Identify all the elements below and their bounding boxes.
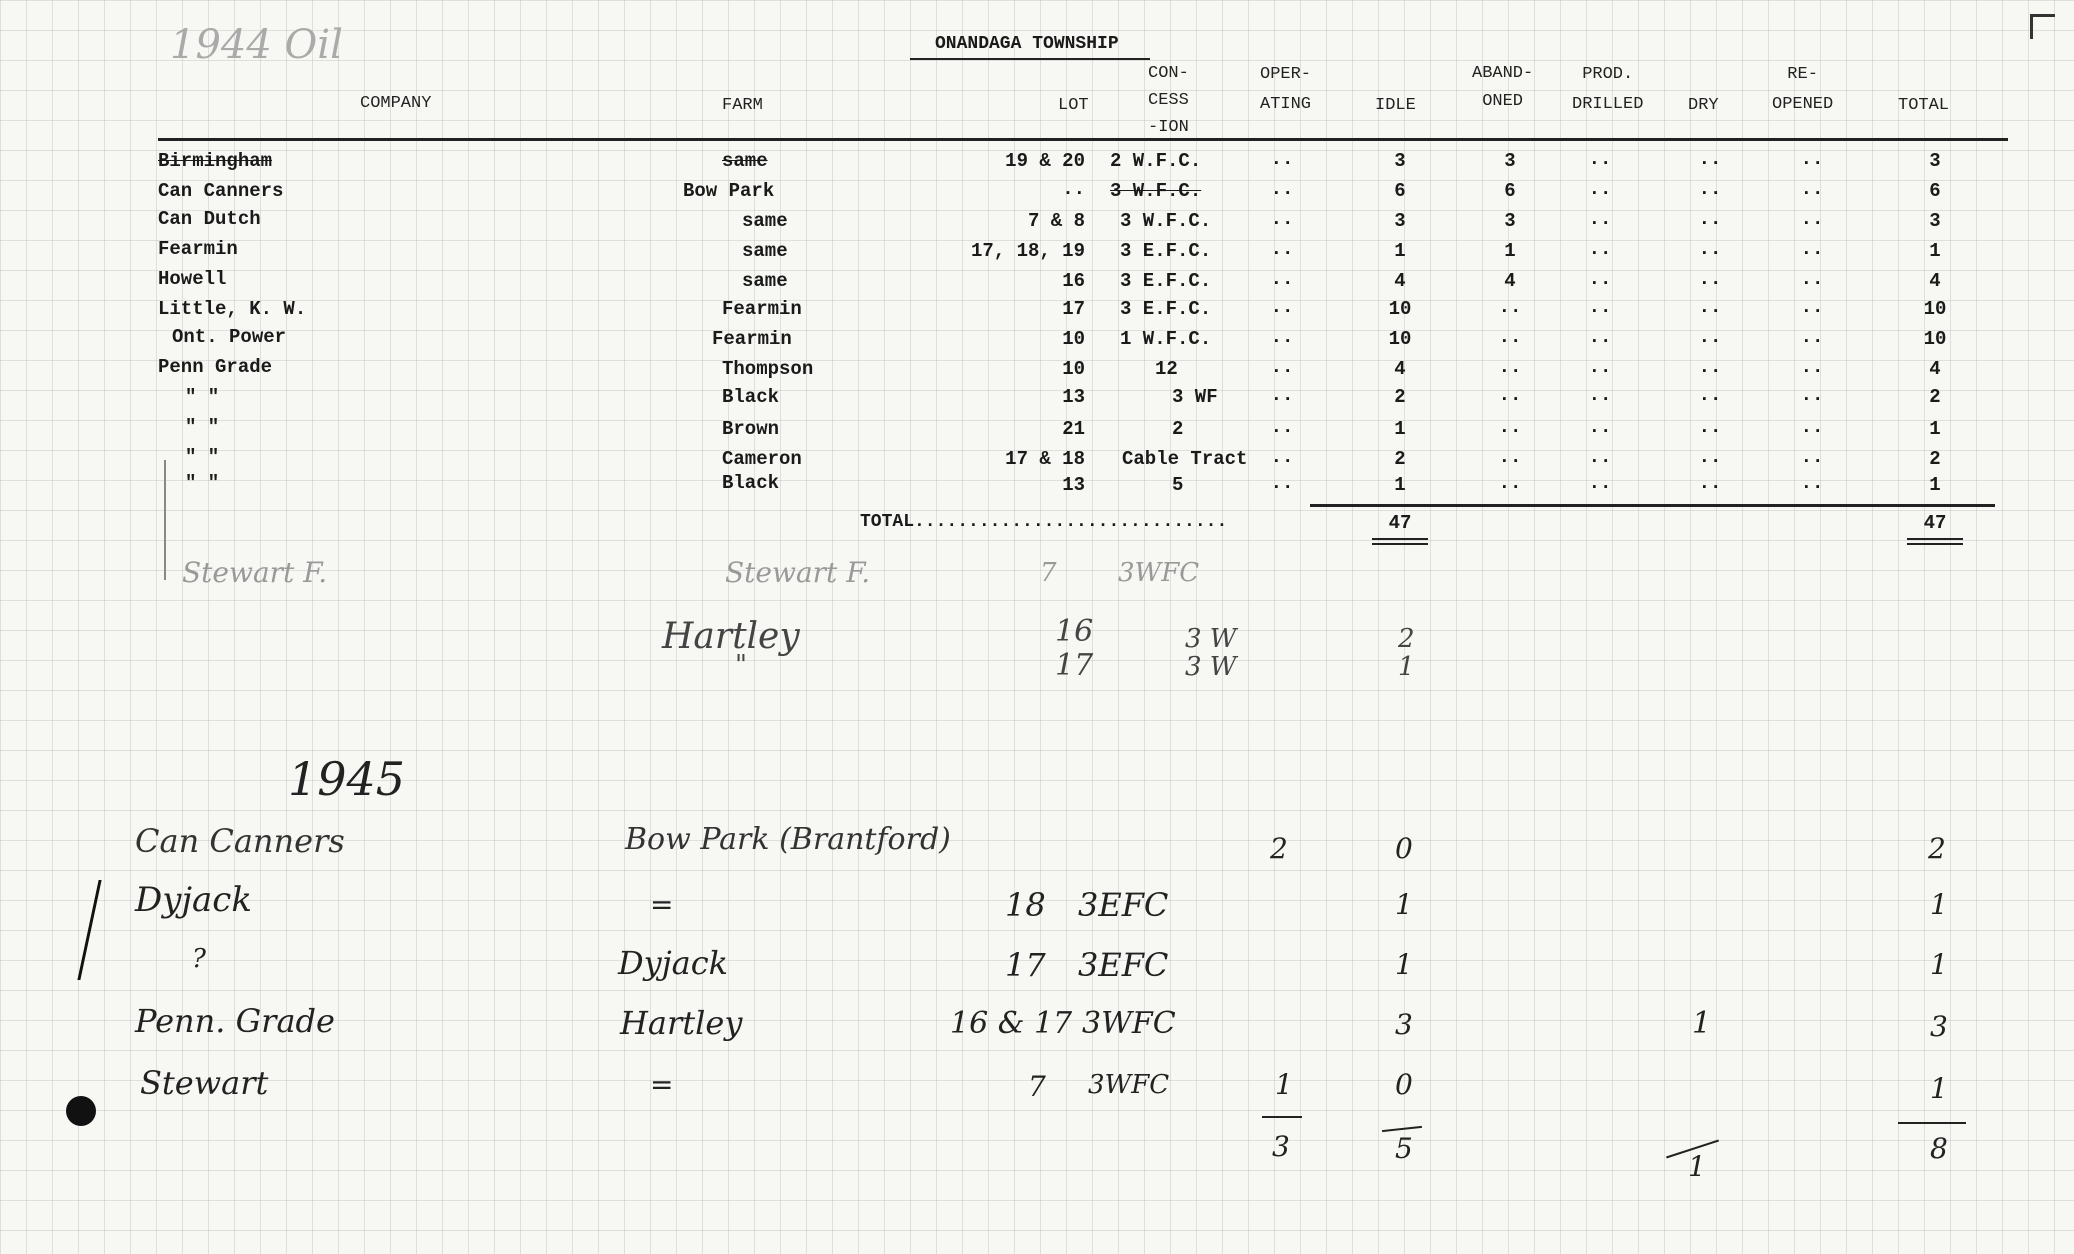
row-operating: .. xyxy=(1270,238,1294,260)
pencil-farm: " xyxy=(735,650,747,680)
row-farm: same xyxy=(742,210,788,232)
row-concession: 3 W.F.C. xyxy=(1120,210,1212,232)
row-dry: .. xyxy=(1698,268,1722,290)
row-idle: 10 xyxy=(1388,298,1412,320)
row-operating: .. xyxy=(1270,416,1294,438)
row-lot: 17 & 18 xyxy=(1005,448,1085,470)
hw-farm: = xyxy=(650,1068,674,1101)
row-company: Birmingham xyxy=(158,150,273,172)
row-idle: 4 xyxy=(1394,270,1406,292)
page-title: ONANDAGA TOWNSHIP xyxy=(935,34,1119,54)
row-dry: .. xyxy=(1698,238,1722,260)
hw-concession: 3EFC xyxy=(1078,886,1169,924)
row-concession: 2 W.F.C. xyxy=(1110,150,1202,172)
row-dry: .. xyxy=(1698,416,1722,438)
row-operating: .. xyxy=(1270,356,1294,378)
row-company: Ont. Power xyxy=(172,326,287,348)
hw-company: Dyjack xyxy=(135,880,252,920)
row-total: 6 xyxy=(1929,180,1941,202)
row-abandoned: 3 xyxy=(1504,210,1516,232)
row-total: 2 xyxy=(1929,386,1941,408)
header-total: TOTAL xyxy=(1898,96,1950,115)
row-prod-drilled: .. xyxy=(1588,472,1612,494)
row-lot: 19 & 20 xyxy=(1005,150,1085,172)
hw-company: Penn. Grade xyxy=(135,1002,335,1040)
pencil-concession: 3 W xyxy=(1185,624,1237,654)
total-total: 47 xyxy=(1923,512,1947,534)
pencil-idle: 2 xyxy=(1398,624,1415,654)
row-farm: same xyxy=(742,270,788,292)
hw-total-rule-total xyxy=(1898,1122,1966,1124)
pencil-concession: 3 W xyxy=(1185,652,1237,682)
row-concession: 3 E.F.C. xyxy=(1120,298,1212,320)
header-prod-drilled: PROD. DRILLED xyxy=(1572,65,1644,114)
header-dry: DRY xyxy=(1688,96,1719,115)
row-prod-drilled: .. xyxy=(1588,296,1612,318)
row-concession: 3 WF xyxy=(1172,386,1218,408)
row-total: 4 xyxy=(1929,358,1941,380)
row-total: 2 xyxy=(1929,448,1941,470)
row-company: Howell xyxy=(158,268,227,290)
row-concession: 3 W.F.C. xyxy=(1110,180,1202,202)
pencil-farm: Hartley xyxy=(662,616,800,657)
row-prod-drilled: .. xyxy=(1588,356,1612,378)
row-idle: 6 xyxy=(1394,180,1406,202)
hw-company: Can Canners xyxy=(135,822,345,860)
row-farm: Fearmin xyxy=(722,298,802,320)
row-reopened: .. xyxy=(1800,356,1824,378)
header-operating: OPER- ATING xyxy=(1260,65,1312,114)
row-concession: Cable Tract xyxy=(1122,448,1248,470)
row-reopened: .. xyxy=(1800,148,1824,170)
header-rule xyxy=(158,138,2008,141)
row-dry: .. xyxy=(1698,326,1722,348)
total-label: TOTAL............................. xyxy=(860,512,1228,532)
row-company: Little, K. W. xyxy=(158,298,307,320)
row-dry: .. xyxy=(1698,208,1722,230)
row-lot: 10 xyxy=(1062,328,1085,350)
row-total: 1 xyxy=(1929,474,1941,496)
row-prod-drilled: .. xyxy=(1588,268,1612,290)
total-total-underline xyxy=(1907,538,1963,540)
hw-sum-operating: 3 xyxy=(1272,1130,1290,1163)
row-company: Penn Grade xyxy=(158,356,273,378)
row-abandoned: .. xyxy=(1498,326,1522,348)
row-lot: 13 xyxy=(1062,386,1085,408)
pencil-farm: Stewart F. xyxy=(725,556,871,589)
hw-lot: 18 xyxy=(1005,886,1046,924)
hw-dry: 1 xyxy=(1692,1006,1712,1041)
row-abandoned: .. xyxy=(1498,384,1522,406)
row-abandoned: .. xyxy=(1498,446,1522,468)
total-total-underline-2 xyxy=(1907,543,1963,545)
pencil-lot: 7 xyxy=(1040,558,1057,588)
header-abandoned: ABAND- ONED xyxy=(1472,64,1534,111)
row-farm: Bow Park xyxy=(683,180,775,202)
row-dry: .. xyxy=(1698,356,1722,378)
corner-mark xyxy=(2030,14,2055,39)
row-company: " " xyxy=(185,416,220,438)
hw-total: 1 xyxy=(1930,948,1948,981)
row-farm: same xyxy=(722,150,768,172)
pencil-lot: 17 xyxy=(1055,648,1094,683)
row-reopened: .. xyxy=(1800,416,1824,438)
row-dry: .. xyxy=(1698,384,1722,406)
hw-concession: 3WFC xyxy=(1088,1070,1170,1100)
row-lot: 7 & 8 xyxy=(1027,210,1085,232)
row-prod-drilled: .. xyxy=(1588,238,1612,260)
row-reopened: .. xyxy=(1800,238,1824,260)
hw-total: 1 xyxy=(1930,888,1948,921)
row-dry: .. xyxy=(1698,446,1722,468)
bullet-dot xyxy=(66,1096,96,1126)
row-concession: 3 E.F.C. xyxy=(1120,270,1212,292)
hw-idle: 0 xyxy=(1395,832,1413,865)
row-reopened: .. xyxy=(1800,296,1824,318)
row-reopened: .. xyxy=(1800,268,1824,290)
row-concession: 2 xyxy=(1172,418,1184,440)
row-total: 1 xyxy=(1929,418,1941,440)
row-reopened: .. xyxy=(1800,208,1824,230)
row-company: " " xyxy=(185,472,220,494)
check-mark xyxy=(140,460,166,580)
row-abandoned: .. xyxy=(1498,356,1522,378)
row-total: 10 xyxy=(1923,328,1947,350)
row-total: 3 xyxy=(1929,210,1941,232)
row-idle: 2 xyxy=(1394,386,1406,408)
hw-total: 3 xyxy=(1930,1010,1948,1043)
row-operating: .. xyxy=(1270,384,1294,406)
hw-total-rule-operating xyxy=(1262,1116,1302,1118)
row-operating: .. xyxy=(1270,296,1294,318)
total-idle-underline xyxy=(1372,538,1428,540)
row-reopened: .. xyxy=(1800,178,1824,200)
row-lot: 10 xyxy=(1062,358,1085,380)
row-operating: .. xyxy=(1270,326,1294,348)
pencil-lot: 16 xyxy=(1055,614,1094,649)
row-prod-drilled: .. xyxy=(1588,148,1612,170)
hw-sum-idle: 5 xyxy=(1395,1132,1413,1165)
header-farm: FARM xyxy=(722,96,763,115)
hw-idle: 0 xyxy=(1395,1068,1413,1101)
row-company: Can Canners xyxy=(158,180,284,202)
row-dry: .. xyxy=(1698,148,1722,170)
pencil-company: Stewart F. xyxy=(182,556,328,589)
title-underline xyxy=(910,58,1150,60)
row-concession: 5 xyxy=(1172,474,1184,496)
row-prod-drilled: .. xyxy=(1588,446,1612,468)
row-farm: Brown xyxy=(722,418,780,440)
row-total: 3 xyxy=(1929,150,1941,172)
row-prod-drilled: .. xyxy=(1588,326,1612,348)
hw-idle: 1 xyxy=(1395,888,1413,921)
header-concession: CON- CESS -ION xyxy=(1148,64,1189,137)
row-concession: 12 xyxy=(1155,358,1178,380)
total-idle: 47 xyxy=(1388,512,1412,534)
year-heading: 1945 xyxy=(288,752,406,806)
row-farm: Cameron xyxy=(722,448,802,470)
row-lot: .. xyxy=(1062,178,1085,200)
row-lot: 13 xyxy=(1062,474,1085,496)
row-idle: 1 xyxy=(1394,240,1406,262)
row-prod-drilled: .. xyxy=(1588,178,1612,200)
row-abandoned: .. xyxy=(1498,416,1522,438)
pencil-concession: 3WFC xyxy=(1118,558,1200,588)
row-idle: 10 xyxy=(1388,328,1412,350)
header-reopened: RE- OPENED xyxy=(1772,65,1834,114)
hw-idle: 3 xyxy=(1395,1008,1413,1041)
row-reopened: .. xyxy=(1800,472,1824,494)
row-company: Can Dutch xyxy=(158,208,261,230)
header-idle: IDLE xyxy=(1375,96,1416,115)
row-company: " " xyxy=(185,446,220,468)
hw-idle: 1 xyxy=(1395,948,1413,981)
header-lot: LOT xyxy=(1058,96,1089,115)
hw-company: Stewart xyxy=(140,1064,269,1102)
row-idle: 2 xyxy=(1394,448,1406,470)
row-lot: 16 xyxy=(1062,270,1085,292)
row-reopened: .. xyxy=(1800,326,1824,348)
row-total: 1 xyxy=(1929,240,1941,262)
hw-company: ? xyxy=(192,944,206,974)
row-prod-drilled: .. xyxy=(1588,416,1612,438)
hw-concession: 3WFC xyxy=(1082,1006,1176,1041)
row-concession: 3 E.F.C. xyxy=(1120,240,1212,262)
row-farm: Black xyxy=(722,386,780,408)
row-idle: 1 xyxy=(1394,418,1406,440)
row-farm: Black xyxy=(722,472,780,494)
row-prod-drilled: .. xyxy=(1588,208,1612,230)
hw-total: 1 xyxy=(1930,1072,1948,1105)
hw-operating: 1 xyxy=(1275,1068,1293,1101)
row-company: " " xyxy=(185,386,220,408)
row-lot: 21 xyxy=(1062,418,1085,440)
row-reopened: .. xyxy=(1800,384,1824,406)
row-idle: 4 xyxy=(1394,358,1406,380)
hw-farm: Dyjack xyxy=(618,944,729,982)
totals-rule xyxy=(1310,504,1995,507)
row-abandoned: 1 xyxy=(1504,240,1516,262)
row-operating: .. xyxy=(1270,268,1294,290)
row-operating: .. xyxy=(1270,446,1294,468)
row-total: 4 xyxy=(1929,270,1941,292)
hw-lot: 17 xyxy=(1005,946,1046,984)
row-idle: 3 xyxy=(1394,150,1406,172)
row-farm: same xyxy=(742,240,788,262)
row-concession: 1 W.F.C. xyxy=(1120,328,1212,350)
row-lot: 17 xyxy=(1062,298,1085,320)
row-abandoned: 6 xyxy=(1504,180,1516,202)
row-dry: .. xyxy=(1698,296,1722,318)
total-idle-underline-2 xyxy=(1372,543,1428,545)
row-dry: .. xyxy=(1698,472,1722,494)
row-abandoned: 3 xyxy=(1504,150,1516,172)
row-total: 10 xyxy=(1923,298,1947,320)
row-dry: .. xyxy=(1698,178,1722,200)
row-abandoned: 4 xyxy=(1504,270,1516,292)
pencil-idle: 1 xyxy=(1398,652,1415,682)
check-mark xyxy=(37,880,101,980)
header-company: COMPANY xyxy=(360,94,432,113)
hw-lot: 7 xyxy=(1028,1070,1046,1103)
row-farm: Fearmin xyxy=(712,328,792,350)
row-company: Fearmin xyxy=(158,238,238,260)
row-idle: 3 xyxy=(1394,210,1406,232)
row-idle: 1 xyxy=(1394,474,1406,496)
row-operating: .. xyxy=(1270,472,1294,494)
hw-farm: = xyxy=(650,888,674,921)
row-lot: 17, 18, 19 xyxy=(970,240,1085,262)
pencil-note: 1944 Oil xyxy=(170,22,343,68)
hw-farm: Hartley xyxy=(620,1004,743,1042)
hw-operating: 2 xyxy=(1270,832,1288,865)
row-prod-drilled: .. xyxy=(1588,384,1612,406)
row-reopened: .. xyxy=(1800,446,1824,468)
hw-farm: Bow Park (Brantford) xyxy=(625,822,951,857)
hw-sum-dry: 1 xyxy=(1688,1150,1706,1183)
row-operating: .. xyxy=(1270,178,1294,200)
hw-concession: 3EFC xyxy=(1078,946,1169,984)
hw-total: 2 xyxy=(1928,832,1946,865)
row-operating: .. xyxy=(1270,148,1294,170)
hw-lot: 16 & 17 xyxy=(950,1006,1073,1041)
row-abandoned: .. xyxy=(1498,472,1522,494)
row-abandoned: .. xyxy=(1498,296,1522,318)
row-operating: .. xyxy=(1270,208,1294,230)
hw-sum-total: 8 xyxy=(1930,1132,1948,1165)
row-farm: Thompson xyxy=(722,358,814,380)
